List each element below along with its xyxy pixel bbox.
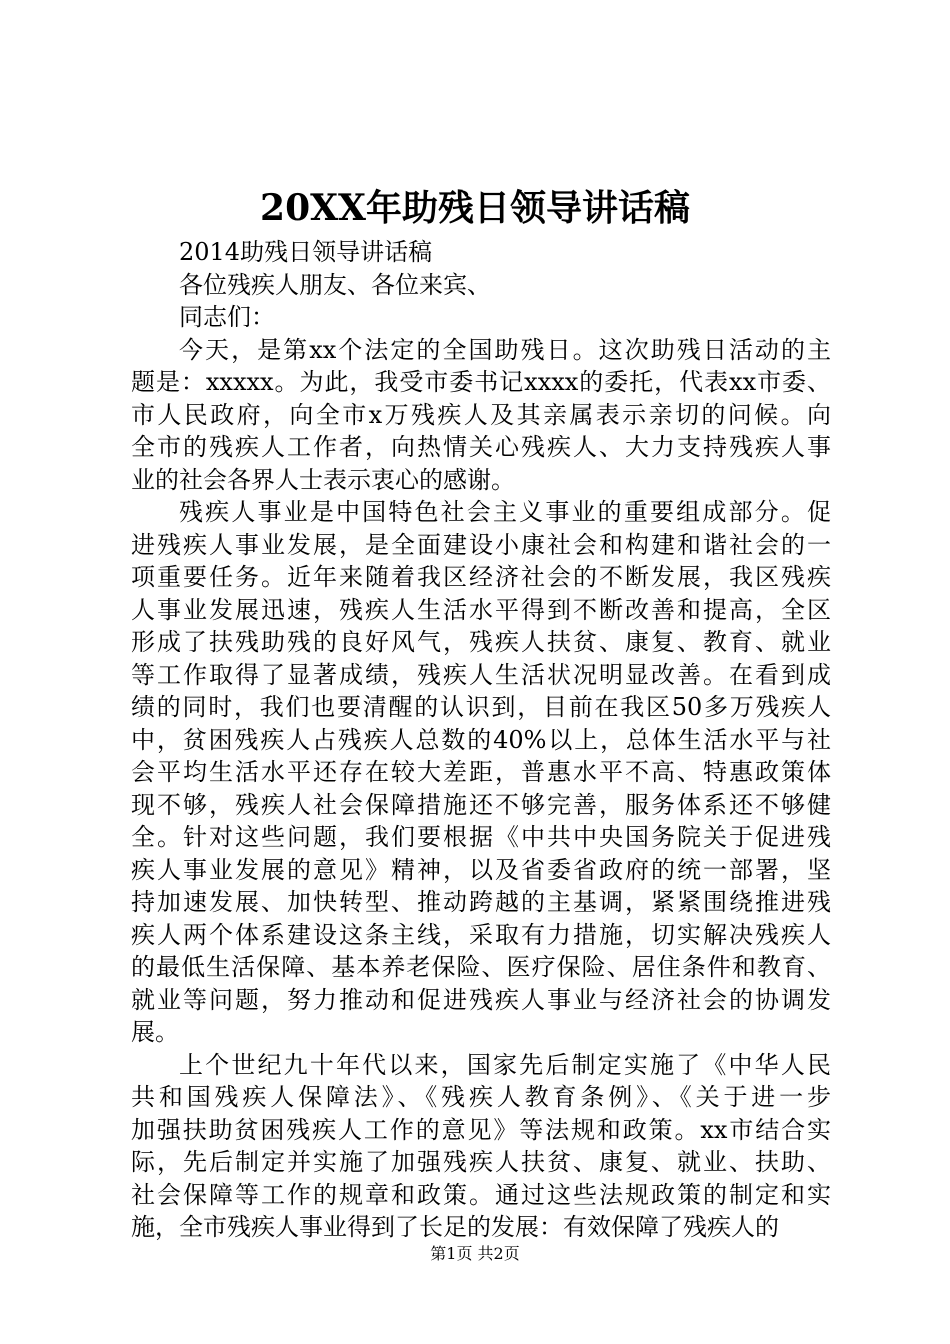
text-line: 绩的同时，我们也要清醒的认识到，目前在我区50多万残疾人 [131, 693, 831, 721]
document-body [131, 236, 831, 1244]
text-line: 同志们： [179, 303, 275, 331]
paragraph-para-1 [131, 334, 831, 497]
paragraph-salutation-2 [131, 301, 831, 334]
paragraph-subtitle [131, 236, 831, 269]
text-line: 会平均生活水平还存在较大差距，普惠水平不高、特惠政策体 [131, 758, 831, 786]
text-line: 业的社会各界人士表示衷心的感谢。 [131, 465, 515, 494]
page-footer: 第1页 共2页 [430, 1244, 520, 1263]
text-line: 题是：xxxxx。为此，我受市委书记xxxx的委托，代表xx市委、 [131, 368, 831, 396]
text-line: 现不够，残疾人社会保障措施还不够完善，服务体系还不够健 [131, 790, 831, 819]
text-line: 展。 [131, 1018, 179, 1046]
text-line: 共和国残疾人保障法》、《残疾人教育条例》、《关于进一步 [131, 1083, 831, 1111]
text-line: 的最低生活保障、基本养老保险、医疗保险、居住条件和教育、 [131, 953, 831, 981]
text-line: 上个世纪九十年代以来，国家先后制定实施了《中华人民 [179, 1050, 831, 1079]
text-line: 进残疾人事业发展，是全面建设小康社会和构建和谐社会的一 [131, 530, 831, 559]
text-line: 人事业发展迅速，残疾人生活水平得到不断改善和提高，全区 [131, 595, 831, 624]
text-line: 2014助残日领导讲话稿 [179, 238, 433, 266]
text-line: 社会保障等工作的规章和政策。通过这些法规政策的制定和实 [131, 1180, 831, 1209]
text-line: 加强扶助贫困残疾人工作的意见》等法规和政策。xx市结合实 [131, 1115, 831, 1144]
paragraph-para-3 [131, 1049, 831, 1244]
text-line: 等工作取得了显著成绩，残疾人生活状况明显改善。在看到成 [131, 660, 831, 689]
text-line: 施，全市残疾人事业得到了长足的发展：有效保障了残疾人的 [131, 1213, 779, 1241]
text-line: 全。针对这些问题，我们要根据《中共中央国务院关于促进残 [131, 823, 831, 851]
text-line: 中，贫困残疾人占残疾人总数的40%以上，总体生活水平与社 [131, 725, 831, 754]
text-line: 残疾人事业是中国特色社会主义事业的重要组成部分。促 [179, 498, 831, 526]
text-line: 各位残疾人朋友、各位来宾、 [179, 270, 491, 299]
text-line: 今天，是第xx个法定的全国助残日。这次助残日活动的主 [179, 335, 831, 364]
text-line: 持加速发展、加快转型、推动跨越的主基调，紧紧围绕推进残 [131, 888, 831, 916]
paragraph-salutation-1 [131, 269, 831, 302]
text-line: 项重要任务。近年来随着我区经济社会的不断发展，我区残疾 [131, 563, 831, 591]
document-title: 20XX年助残日领导讲话稿 [260, 187, 690, 229]
paragraph-para-2 [131, 496, 831, 1049]
text-line: 市人民政府，向全市x万残疾人及其亲属表示亲切的问候。向 [131, 400, 831, 429]
text-line: 就业等问题，努力推动和促进残疾人事业与经济社会的协调发 [131, 985, 831, 1014]
text-line: 际，先后制定并实施了加强残疾人扶贫、康复、就业、扶助、 [131, 1148, 831, 1176]
text-line: 疾人事业发展的意见》精神，以及省委省政府的统一部署，坚 [131, 855, 831, 884]
text-line: 全市的残疾人工作者，向热情关心残疾人、大力支持残疾人事 [131, 433, 831, 461]
text-line: 疾人两个体系建设这条主线，采取有力措施，切实解决残疾人 [131, 920, 831, 949]
text-line: 形成了扶残助残的良好风气，残疾人扶贫、康复、教育、就业 [131, 628, 831, 656]
